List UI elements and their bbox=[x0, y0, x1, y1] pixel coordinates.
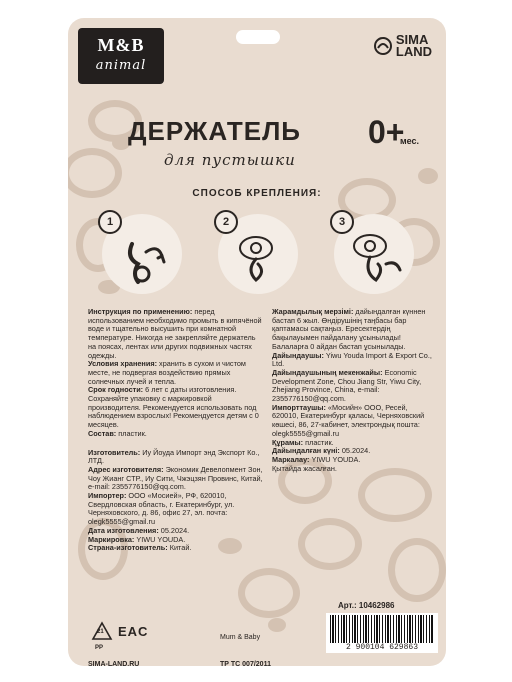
pp-label: PP bbox=[95, 645, 104, 651]
kz-manufacturer: Дайындаушы: Yiwu Youda Import & Export Co., Ltd. bbox=[272, 350, 432, 369]
kz-importer: Импорттаушы: «Мосийн» ООО, Ресей, 620010, Екатеринбург қаласы, Черняховский көшесі, 86, 27-кабинет, электрондық пошта: olegk5555@gmail.ru bbox=[272, 402, 425, 438]
sima-land-logo bbox=[373, 34, 432, 58]
method-title: СПОСОБ КРЕПЛЕНИЯ: bbox=[192, 188, 322, 199]
ru-instructions: Инструкция по применению: перед использованием необходимо промыть в кипячёной воде и тщательно высушить при комнатной температуре. Никогда не закрепляйте держатель на поясах, лентах или других подвижных частях одежды. bbox=[88, 307, 262, 360]
product-subtitle: для пустышки bbox=[164, 151, 296, 169]
kz-address: Дайындаушының мекенжайы: Economic Development Zone, Chou Jiang Str, Yiwu City, Zhejiang Province, China, e-mail: 2355776150@qq.com. bbox=[272, 367, 422, 404]
sima-word: SIMA bbox=[395, 32, 429, 47]
article-number: Арт.: 10462986 bbox=[338, 601, 395, 610]
ru-marking: Маркировка: YIWU YOUDA. bbox=[88, 534, 186, 544]
tech-reg: ТР ТС 007/2011 bbox=[220, 661, 271, 666]
pacifier-icon bbox=[218, 214, 298, 294]
ru-country: Страна-изготовитель: Китай. bbox=[88, 543, 192, 553]
age-value: 0+ bbox=[368, 114, 405, 150]
kz-made-in: Қытайда жасалған. bbox=[272, 463, 337, 473]
age-unit: мес. bbox=[400, 136, 420, 146]
site-url: SIMA-LAND.RU bbox=[88, 661, 140, 666]
recycle-code: 21 bbox=[97, 629, 104, 635]
ru-date: Дата изготовления: 05.2024. bbox=[88, 525, 190, 535]
step-number: 1 bbox=[98, 210, 122, 234]
pacifier-attached-icon bbox=[334, 214, 414, 294]
packaging-card bbox=[68, 18, 446, 666]
kz-marking: Маркалау: YIWU YOUDA. bbox=[272, 454, 361, 464]
step-number: 2 bbox=[214, 210, 238, 234]
barcode-bars bbox=[330, 615, 434, 643]
ru-composition: Состав: пластик. bbox=[88, 428, 147, 438]
brand-name: M&B bbox=[97, 35, 145, 55]
step-2 bbox=[218, 214, 298, 294]
barcode-number: 2 900104 629863 bbox=[345, 643, 418, 652]
brand-logo bbox=[78, 28, 164, 84]
brand-mumbaby: Mum & Baby bbox=[220, 634, 261, 641]
kz-validity: Жарамдылық мерзімі: дайындалған күннен бастап 6 жыл. Өндірушінің таңбасы бар қаптамасы сақтаңыз. Ересектердің бақылауымен пайдалану ұсынылады! Балаларға 0 айдан бастап ұсынылады. bbox=[272, 307, 426, 351]
leopard-spot bbox=[388, 538, 446, 602]
leopard-spot bbox=[238, 568, 300, 618]
step-3 bbox=[334, 214, 414, 294]
brand-tagline: animal bbox=[95, 58, 147, 73]
kazakh-info-column bbox=[272, 308, 432, 473]
step-number: 3 bbox=[330, 210, 354, 234]
ru-address: Адрес изготовителя: Экономик Девелопмент Зон, Чоу Жианг СТР., Иу Сити, Чжэцзян Провинс, Китай, e-mail: 2355776150@qq.com. bbox=[88, 464, 263, 492]
hang-hole bbox=[236, 30, 280, 44]
clip-ring-icon bbox=[102, 214, 182, 294]
ru-shelf-life: Срок годности: 6 лет с даты изготовления. Сохраняйте упаковку с маркировкой производителя. Рекомендуется использовать под наблюдением взрослых! Рекомендуется детям с 0 месяцев. bbox=[88, 385, 259, 430]
age-rating bbox=[368, 114, 420, 151]
sima-land-icon bbox=[373, 36, 393, 56]
barcode bbox=[326, 613, 438, 653]
kz-date: Дайындалған күні: 05.2024. bbox=[272, 446, 371, 456]
russian-info-column bbox=[88, 308, 264, 553]
ru-importer: Импортер: ООО «Мосией», РФ, 620010, Свердловская область, г. Екатеринбург, ул. Черняховского, д. 86, офис 27, эл. почта: olegk5555@gmail.ru bbox=[88, 491, 235, 527]
land-word: LAND bbox=[395, 44, 432, 59]
product-title: ДЕРЖАТЕЛЬ bbox=[128, 116, 301, 146]
ru-manufacturer: Изготовитель: Иу Йоуда Импорт энд Экспорт Ко., ЛТД. bbox=[88, 447, 260, 466]
leopard-spot bbox=[418, 168, 438, 184]
leopard-spot bbox=[358, 468, 432, 522]
step-1 bbox=[102, 214, 182, 294]
kz-composition: Құрамы: пластик. bbox=[272, 437, 334, 447]
ru-storage: Условия хранения: хранить в сухом и чистом месте, не подвергая воздействию прямых солнечных лучей и тепла. bbox=[88, 359, 246, 386]
leopard-spot bbox=[298, 518, 362, 570]
eac-mark: EAC bbox=[118, 624, 149, 639]
leopard-spot bbox=[268, 618, 286, 632]
